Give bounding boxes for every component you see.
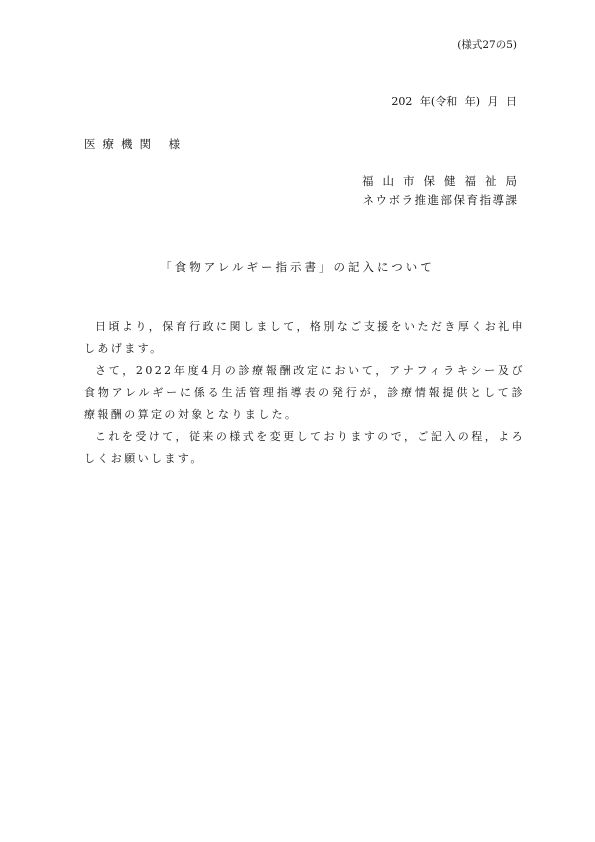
document-subject: 「食物アレルギー指示書」の記入について	[160, 260, 435, 274]
body-paragraph-1: 日頃より，保育行政に関しまして，格別なご支援をいただき厚くお礼申しあげます。	[84, 320, 525, 355]
date-line: 202 年(令和 年) 月 日	[391, 95, 517, 108]
recipient: 医療機関 様	[84, 137, 188, 151]
body-paragraph-2: さて，2022年度4月の診療報酬改定において，アナフィラキシー及び食物アレルギーに係る生活管理指導表の発行が，診療情報提供として診療報酬の算定の対象となりました。	[84, 364, 525, 421]
body-text	[84, 316, 525, 470]
body-paragraph-3: これを受けて，従来の様式を変更しておりますので，ご記入の程，よろしくお願いします。	[84, 430, 525, 465]
sender-organization: 福山市保健福祉局	[362, 174, 526, 188]
form-number: (様式27の5)	[457, 39, 517, 51]
sender-department: ネウボラ推進部保育指導課	[362, 193, 519, 207]
sender-block	[362, 172, 526, 210]
